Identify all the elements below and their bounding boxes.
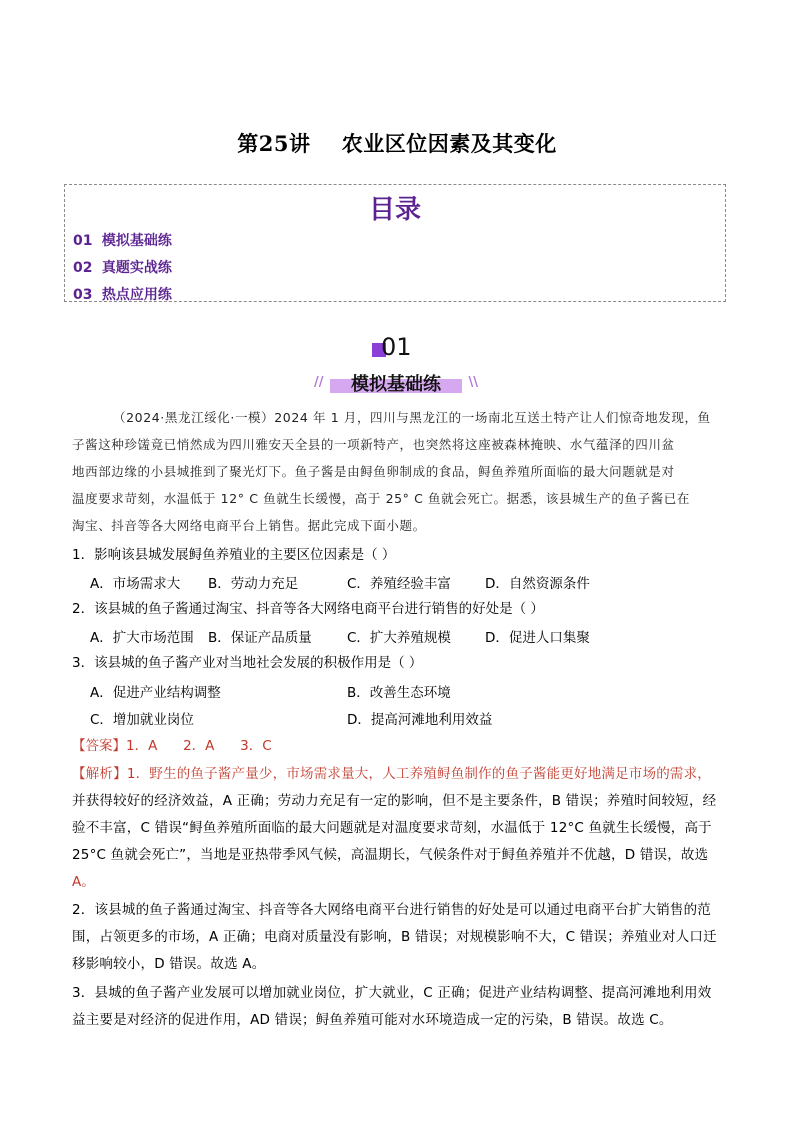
title-topic: 农业区位因素及其变化 xyxy=(341,132,557,156)
question-3-stem: 3．该县城的鱼子酱产业对当地社会发展的积极作用是（ ） xyxy=(72,655,423,671)
title-number: 25 xyxy=(258,131,289,156)
toc-item-2[interactable] xyxy=(73,257,172,277)
answer-line xyxy=(72,736,722,756)
question-2-option-b[interactable]: B．保证产品质量 xyxy=(208,630,312,646)
question-1-stem: 1．影响该县城发展鲟鱼养殖业的主要区位因素是（ ） xyxy=(72,547,396,563)
passage-line-3: 地西部边缘的小县城推到了聚光灯下。鱼子酱是由鲟鱼卵制成的食品，鲟鱼养殖所面临的最大问题就是对 xyxy=(72,464,675,479)
analysis-label: 【解析】 xyxy=(72,766,127,782)
toc-box xyxy=(64,184,726,302)
question-1-option-b[interactable]: B．劳动力充足 xyxy=(208,576,299,592)
question-2-stem: 2．该县城的鱼子酱通过淘宝、抖音等各大网络电商平台进行销售的好处是（ ） xyxy=(72,601,544,617)
analysis-line-1 xyxy=(72,764,722,784)
toc-item-num: 01 xyxy=(73,233,93,249)
analysis-line-4: 25°C 鱼就会死亡”，当地是亚热带季风气候，高温期长，气候条件对于鲟鱼养殖并不优越，D 错误，故选 xyxy=(72,847,709,863)
toc-heading: 目录 xyxy=(368,195,421,225)
title-prefix: 第 xyxy=(237,132,259,156)
question-2-option-d[interactable]: D．促进人口集聚 xyxy=(485,630,590,646)
question-1-option-c[interactable]: C．养殖经验丰富 xyxy=(347,576,451,592)
question-2-option-a[interactable]: A．扩大市场范围 xyxy=(90,630,194,646)
question-1-option-d[interactable]: D．自然资源条件 xyxy=(485,576,590,592)
analysis-line-7: 围，占领更多的市场，A 正确；电商对质量没有影响，B 错误；对规模影响不大，C 错误；养殖业对人口迁 xyxy=(72,929,717,945)
toc-item-label: 热点应用练 xyxy=(101,287,172,303)
passage-line-5: 淘宝、抖音等各大网络电商平台上销售。据此完成下面小题。 xyxy=(72,518,426,533)
section-slash-right: \\ xyxy=(468,375,478,390)
analysis-line-2: 并获得较好的经济效益，A 正确；劳动力充足有一定的影响，但不是主要条件，B 错误；养殖时间较短，经 xyxy=(72,793,717,809)
question-3-option-d[interactable]: D．提高河滩地利用效益 xyxy=(347,712,493,728)
toc-item-1[interactable] xyxy=(73,230,172,250)
toc-item-label: 真题实战练 xyxy=(101,260,172,276)
title-suffix: 讲 xyxy=(288,132,311,156)
analysis-text: 1．野生的鱼子酱产量少，市场需求量大，人工养殖鲟鱼制作的鱼子酱能更好地满足市场的需求， xyxy=(126,766,712,782)
question-2-option-c[interactable]: C．扩大养殖规模 xyxy=(347,630,451,646)
passage-line-1: （2024·黑龙江绥化·一模）2024 年 1 月，四川与黑龙江的一场南北互送土特产让人们惊奇地发现，鱼 xyxy=(113,410,711,425)
question-3-option-c[interactable]: C．增加就业岗位 xyxy=(90,712,194,728)
section-title-band xyxy=(314,370,478,395)
passage-line-2: 子酱这种珍馐竟已悄然成为四川雅安天全县的一项新特产，也突然将这座被森林掩映、水气蕴泽的四川盆 xyxy=(72,437,675,452)
analysis-line-10: 益主要是对经济的促进作用，AD 错误；鲟鱼养殖可能对水环境造成一定的污染，B 错误。故选 C。 xyxy=(72,1012,673,1028)
analysis-line-3: 验不丰富，C 错误“鲟鱼养殖所面临的最大问题就是对温度要求苛刻，水温低于 12°C 鱼就生长缓慢，高于 xyxy=(72,820,712,836)
section-number: 01 xyxy=(381,333,412,361)
question-1-option-a[interactable]: A．市场需求大 xyxy=(90,576,181,592)
question-3-option-b[interactable]: B．改善生态环境 xyxy=(347,685,451,701)
analysis-line-5: A。 xyxy=(72,874,96,890)
toc-item-num: 03 xyxy=(73,287,93,303)
toc-item-3[interactable] xyxy=(73,284,172,304)
toc-item-num: 02 xyxy=(73,260,93,276)
analysis-line-9: 3．县城的鱼子酱产业发展可以增加就业岗位，扩大就业，C 正确；促进产业结构调整、提高河滩地利用效 xyxy=(72,985,712,1001)
toc-item-label: 模拟基础练 xyxy=(101,233,172,249)
passage-line-4: 温度要求苛刻，水温低于 12° C 鱼就生长缓慢，高于 25° C 鱼就会死亡。据悉，该县城生产的鱼子酱已在 xyxy=(72,491,691,506)
page-title xyxy=(0,128,794,158)
question-3-option-a[interactable]: A．促进产业结构调整 xyxy=(90,685,221,701)
section-title: 模拟基础练 xyxy=(351,374,441,395)
analysis-line-6: 2．该县城的鱼子酱通过淘宝、抖音等各大网络电商平台进行销售的好处是可以通过电商平台扩大销售的范 xyxy=(72,902,711,918)
section-slash-left: // xyxy=(314,375,324,390)
analysis-line-8: 移影响较小，D 错误。故选 A。 xyxy=(72,956,266,972)
answer-text: 1．A 2．A 3．C xyxy=(126,738,272,754)
answer-label: 【答案】 xyxy=(72,738,126,754)
